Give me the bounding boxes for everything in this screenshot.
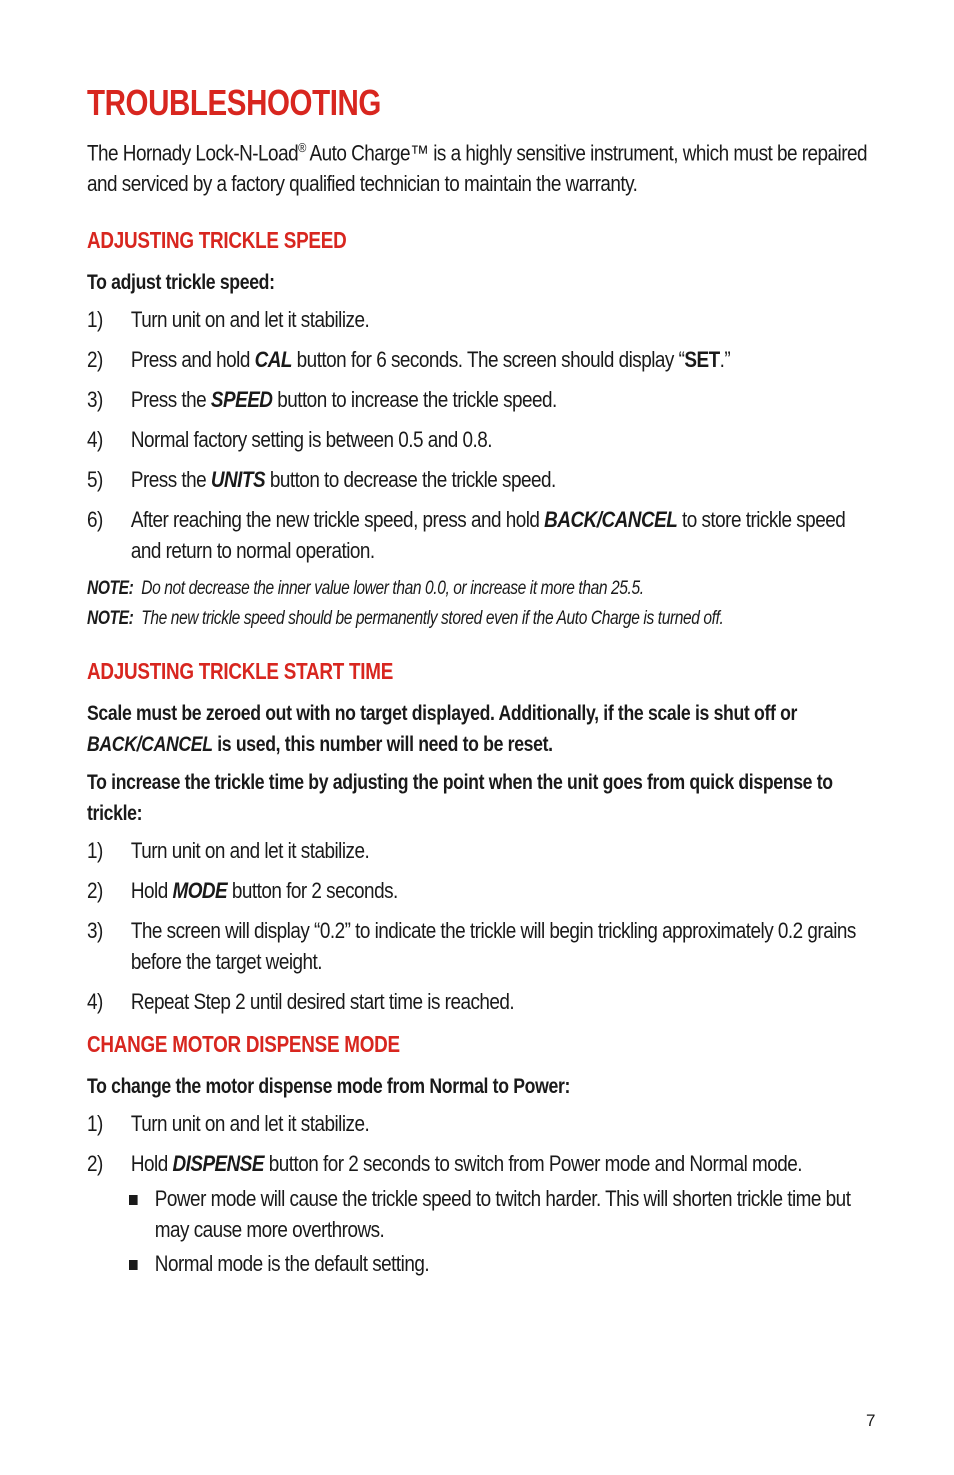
section-heading-motor-dispense: CHANGE MOTOR DISPENSE MODE xyxy=(87,1031,400,1058)
intro-text-1: The Hornady Lock-N-Load xyxy=(87,140,299,166)
step-item xyxy=(87,986,874,1017)
step-number: 3) xyxy=(87,387,103,413)
button-name: BACK/CANCEL xyxy=(544,507,678,533)
step-item xyxy=(87,304,874,335)
note-tag: NOTE: xyxy=(87,578,134,600)
step-number: 6) xyxy=(87,507,103,533)
display-text: SET xyxy=(684,347,720,373)
page-title: TROUBLESHOOTING xyxy=(87,82,381,123)
bullet-item xyxy=(129,1248,872,1279)
step-text: Repeat Step 2 until desired start time is reached. xyxy=(130,989,515,1015)
step-number: 1) xyxy=(87,838,103,864)
square-bullet-icon xyxy=(129,1195,138,1205)
step-number: 4) xyxy=(87,989,103,1015)
step-text: Hold xyxy=(130,1151,173,1177)
button-name: CAL xyxy=(254,347,292,373)
step-number: 4) xyxy=(87,427,103,453)
step-number: 3) xyxy=(87,918,103,944)
step-number: 5) xyxy=(87,467,103,493)
step-item xyxy=(87,424,874,455)
step-number: 2) xyxy=(87,347,103,373)
section-lead xyxy=(87,698,887,760)
section-lead: To increase the trickle time by adjusting the point when the unit goes from quick dispense to trickle: xyxy=(87,771,833,826)
step-item xyxy=(87,835,874,866)
section-heading-trickle-speed: ADJUSTING TRICKLE SPEED xyxy=(87,227,347,254)
button-name: UNITS xyxy=(210,467,266,493)
step-text: .” xyxy=(719,347,731,373)
lead-text: Scale must be zeroed out with no target displayed. Additionally, if the scale is shut off or xyxy=(87,702,798,726)
lead-text: is used, this number will need to be reset. xyxy=(212,733,553,757)
registered-mark: ® xyxy=(298,140,306,155)
step-text: Hold xyxy=(130,878,173,904)
step-text: button for 2 seconds to switch from Power mode and Normal mode. xyxy=(264,1151,803,1177)
step-text: Turn unit on and let it stabilize. xyxy=(130,1111,370,1137)
step-item xyxy=(87,504,874,566)
step-text: After reaching the new trickle speed, press and hold xyxy=(130,507,545,533)
note-text: The new trickle speed should be permanently stored even if the Auto Charge is turned off. xyxy=(133,608,724,630)
step-number: 2) xyxy=(87,878,103,904)
step-item xyxy=(87,1108,874,1139)
page-content xyxy=(87,80,887,1279)
step-item xyxy=(87,915,874,977)
section-lead: To adjust trickle speed: xyxy=(87,271,275,295)
intro-text-3: is a highly sensitive instrument, which must be repaired and serviced by a factory qualified technician to maintain the warranty. xyxy=(87,140,868,197)
steps-list-motor-dispense xyxy=(87,1108,887,1179)
step-text: Press and hold xyxy=(130,347,255,373)
page-number: 7 xyxy=(866,1411,876,1430)
step-number: 1) xyxy=(87,307,103,333)
step-number: 1) xyxy=(87,1111,103,1137)
step-text: Normal factory setting is between 0.5 and 0.8. xyxy=(130,427,493,453)
step-text: Turn unit on and let it stabilize. xyxy=(130,838,370,864)
square-bullet-icon xyxy=(129,1260,138,1270)
step-text: button to increase the trickle speed. xyxy=(272,387,557,413)
bullet-item xyxy=(129,1183,872,1245)
step-text: button to decrease the trickle speed. xyxy=(265,467,556,493)
note-tag: NOTE: xyxy=(87,608,134,630)
button-name: MODE xyxy=(172,878,228,904)
step-item xyxy=(87,464,874,495)
note-line xyxy=(87,574,900,604)
step-item xyxy=(87,344,874,375)
step-item xyxy=(87,875,874,906)
section-lead: To change the motor dispense mode from Normal to Power: xyxy=(87,1075,571,1099)
button-name: SPEED xyxy=(210,387,273,413)
button-name: DISPENSE xyxy=(172,1151,265,1177)
button-name: BACK/CANCEL xyxy=(87,733,213,757)
step-text: to store trickle speed and return to normal operation. xyxy=(130,507,846,564)
step-text: button for 2 seconds. xyxy=(227,878,398,904)
intro-paragraph xyxy=(87,132,885,199)
step-text: Press the xyxy=(130,387,211,413)
steps-list-trickle-start xyxy=(87,835,887,1017)
step-text: The screen will display “0.2” to indicate the trickle will begin trickling approximately 0.2 grains before the target weight. xyxy=(130,918,856,975)
step-number: 2) xyxy=(87,1151,103,1177)
bullet-text: Normal mode is the default setting. xyxy=(154,1251,430,1277)
step-item xyxy=(87,384,874,415)
steps-list-trickle-speed xyxy=(87,304,887,566)
step-item xyxy=(87,1148,874,1179)
bullet-list xyxy=(87,1183,887,1279)
notes-block xyxy=(87,574,887,634)
step-text: Press the xyxy=(130,467,211,493)
note-text: Do not decrease the inner value lower than 0.0, or increase it more than 25.5. xyxy=(133,578,644,600)
bullet-text: Power mode will cause the trickle speed to twitch harder. This will shorten trickle time but may cause more overthrows. xyxy=(154,1186,851,1243)
trademark-mark: ™ xyxy=(410,140,429,166)
note-line xyxy=(87,604,900,634)
section-heading-trickle-start-time: ADJUSTING TRICKLE START TIME xyxy=(87,658,394,685)
intro-text-2: Auto Charge xyxy=(305,140,411,166)
step-text: button for 6 seconds. The screen should display “ xyxy=(291,347,685,373)
step-text: Turn unit on and let it stabilize. xyxy=(130,307,370,333)
